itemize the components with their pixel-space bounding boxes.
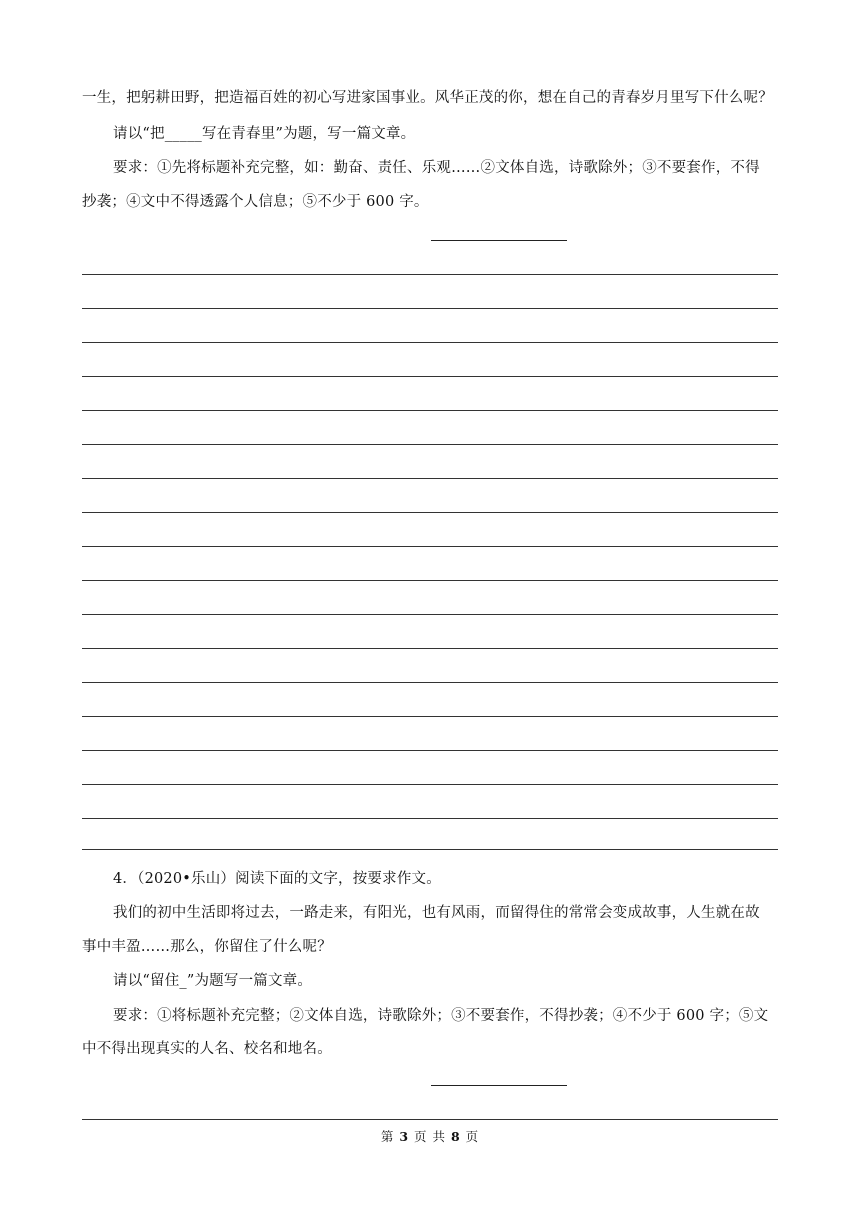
writing-line: [82, 784, 778, 785]
question-4-paragraph-line-1: 我们的初中生活即将过去，一路走来，有阳光，也有风雨，而留得住的常常会变成故事，人生就在故: [113, 905, 760, 921]
requirements-line-1: 要求：①先将标题补充完整，如：勤奋、责任、乐观……②文体自选，诗歌除外；③不要套作，不得: [113, 160, 760, 176]
writing-line: [82, 818, 778, 819]
question-4-paragraph-line-2: 事中丰盈……那么，你留住了什么呢？: [82, 939, 332, 955]
writing-line: [82, 682, 778, 683]
current-page-number: 3: [399, 1129, 410, 1144]
writing-line: [82, 580, 778, 581]
question-4-requirements-line-1: 要求：①将标题补充完整；②文体自选，诗歌除外；③不要套作，不得抄袭；④不少于 600 字；⑤文: [113, 1008, 769, 1024]
writing-line: [82, 614, 778, 615]
writing-line: [82, 849, 778, 850]
writing-line: [82, 648, 778, 649]
writing-line: [82, 376, 778, 377]
writing-line: [82, 546, 778, 547]
writing-line: [82, 750, 778, 751]
question-4-requirements-line-2: 中不得出现真实的人名、校名和地名。: [82, 1041, 332, 1057]
question-4-heading: 4．（2020•乐山）阅读下面的文字，按要求作文。: [113, 871, 441, 887]
paragraph-intro-continued: 一生，把躬耕田野，把造福百姓的初心写进家国事业。风华正茂的你，想在自己的青春岁月里写下什么呢？: [82, 90, 773, 106]
writing-line: [82, 444, 778, 445]
requirements-line-2: 抄袭；④文中不得透露个人信息；⑤不少于 600 字。: [82, 194, 429, 210]
question-4-prompt: 请以“留住_”为题写一篇文章。: [113, 973, 313, 989]
writing-line: [82, 716, 778, 717]
total-page-count: 8: [450, 1129, 461, 1144]
page-footer: [0, 1129, 860, 1145]
writing-line: [82, 478, 778, 479]
footer-divider: [82, 1119, 778, 1120]
writing-line: [82, 342, 778, 343]
writing-line: [82, 274, 778, 275]
footer-mid: 页 共: [414, 1129, 446, 1144]
paragraph-prompt: 请以“把_____写在青春里”为题，写一篇文章。: [113, 126, 416, 142]
footer-prefix: 第: [380, 1129, 395, 1144]
writing-line: [82, 410, 778, 411]
writing-line: [82, 512, 778, 513]
title-blank-line: [431, 1085, 567, 1086]
writing-line: [82, 308, 778, 309]
title-blank-line: [431, 240, 567, 241]
footer-suffix: 页: [465, 1129, 480, 1144]
